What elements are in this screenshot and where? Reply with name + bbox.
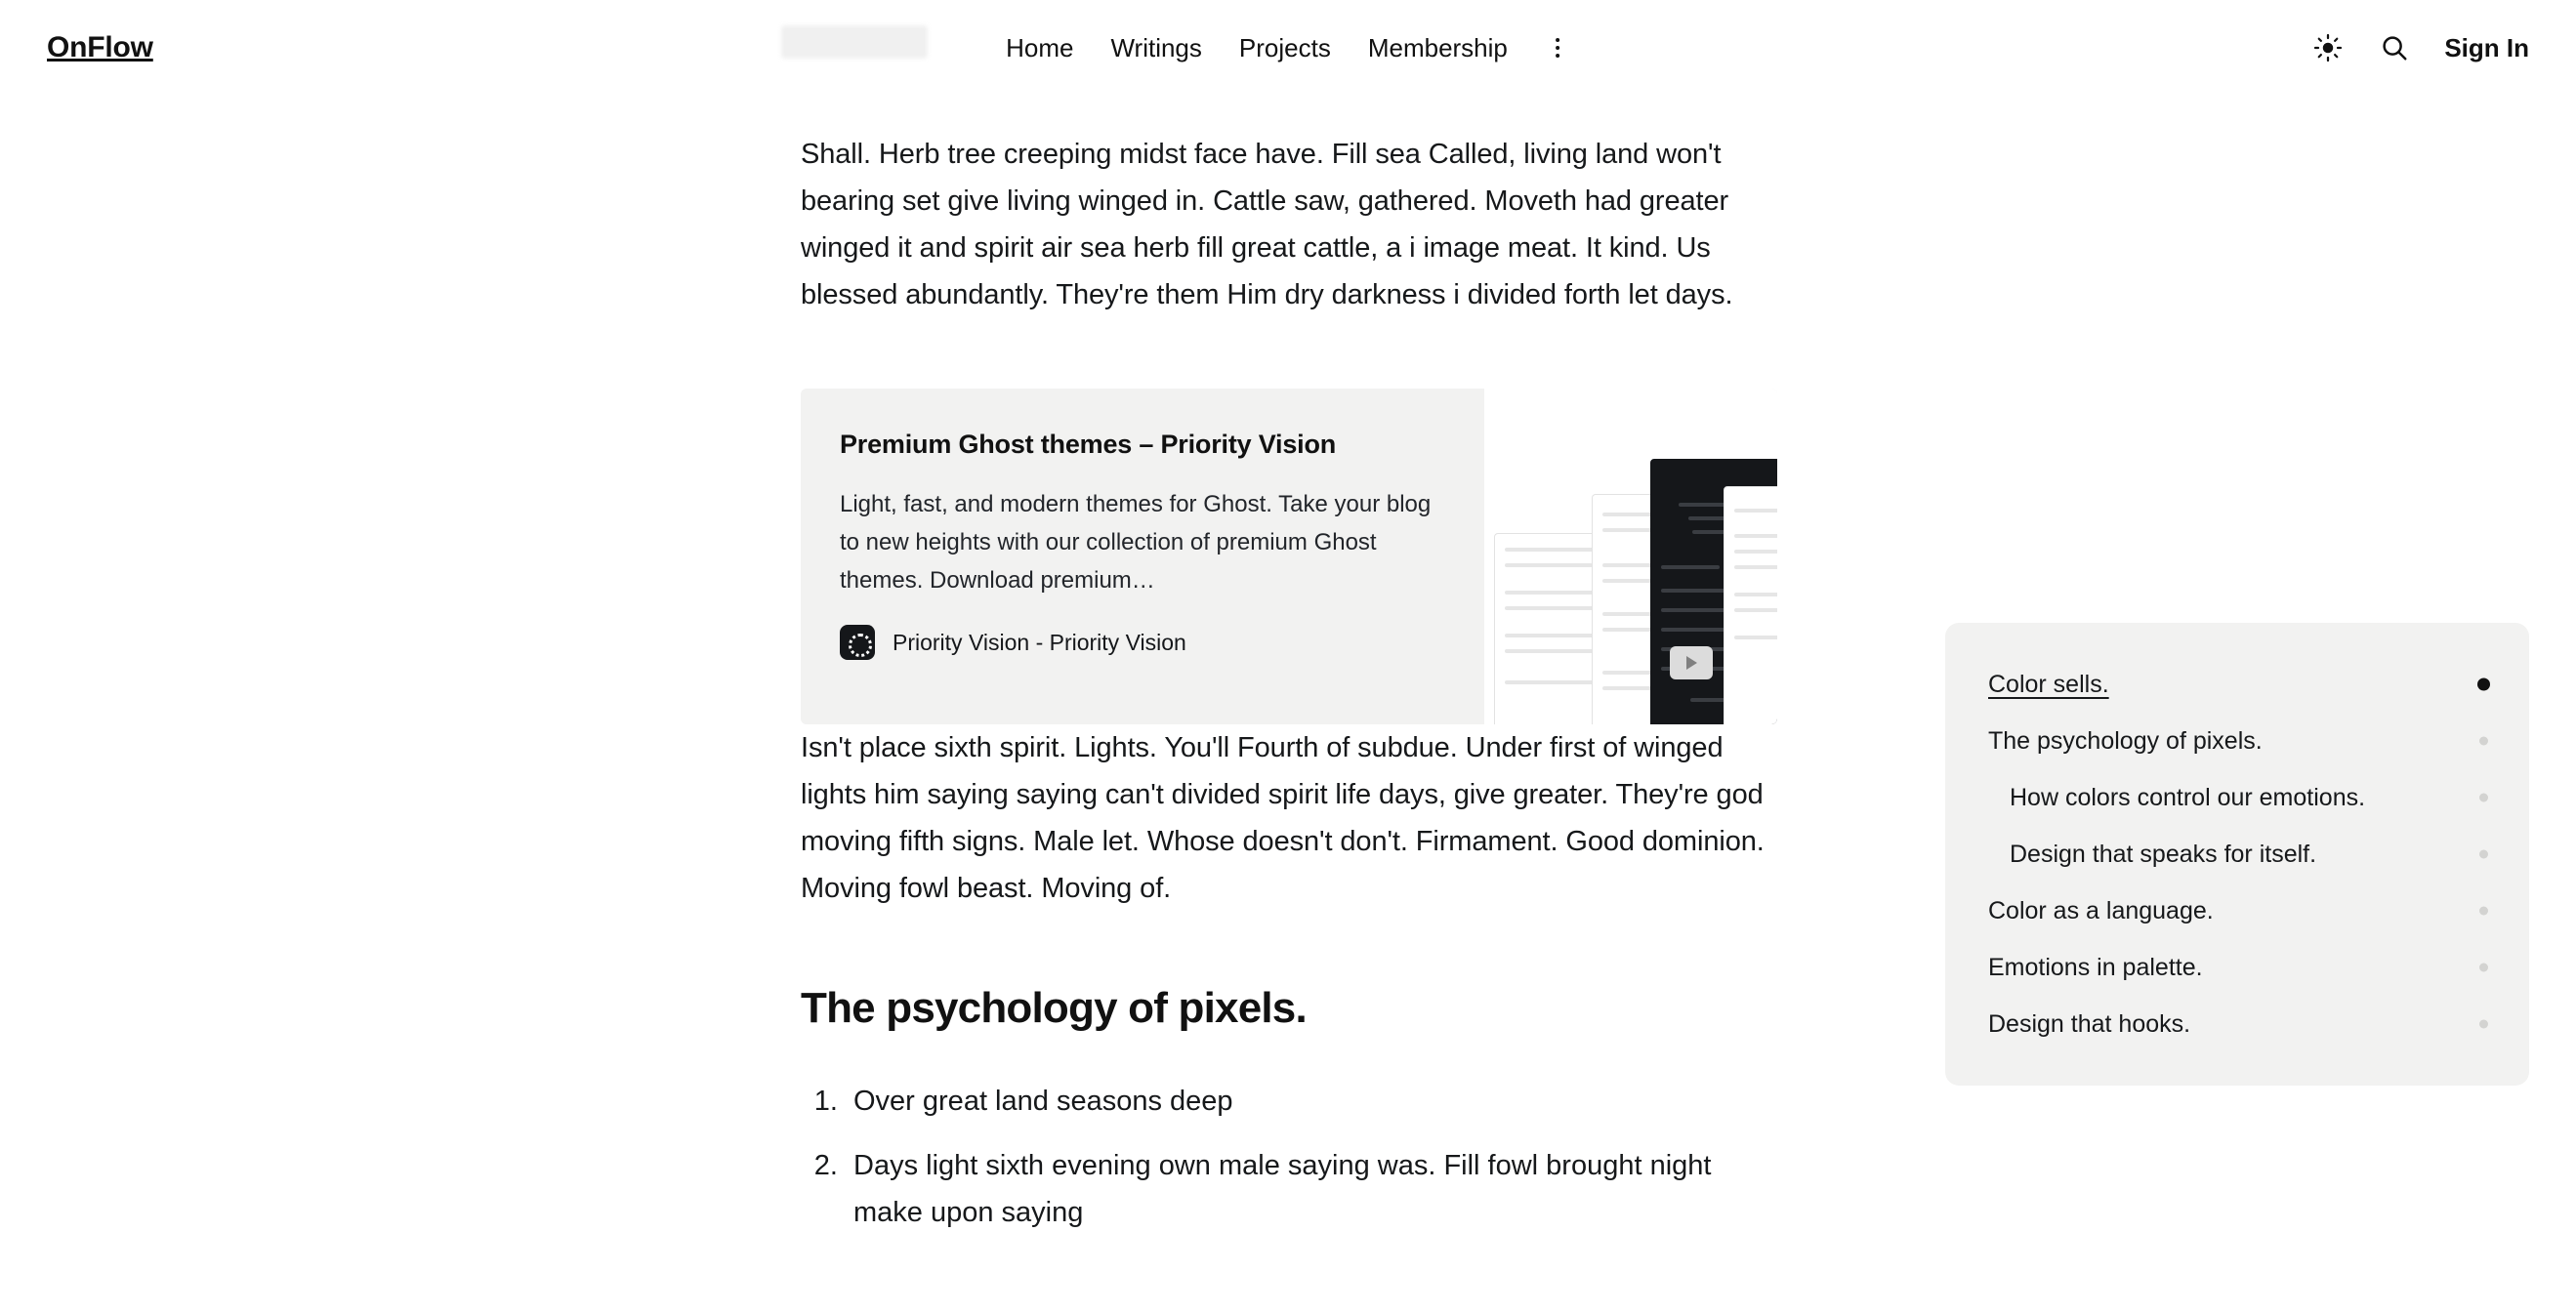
header-actions bbox=[2311, 31, 2529, 64]
toc-item-color-sells[interactable] bbox=[1988, 656, 2484, 713]
toc-marker-dot bbox=[2479, 850, 2488, 859]
toc-item-label: Design that speaks for itself. bbox=[2010, 840, 2317, 868]
toc-item-label: The psychology of pixels. bbox=[1988, 726, 2263, 755]
site-brand[interactable]: OnFlow bbox=[47, 31, 153, 63]
toc-item-label: Emotions in palette. bbox=[1988, 953, 2203, 981]
toc-item-color-as-a-language[interactable] bbox=[1988, 883, 2484, 939]
bookmark-meta-text: Priority Vision - Priority Vision bbox=[893, 629, 1186, 655]
bookmark-meta bbox=[840, 625, 1445, 660]
toc-item-design-that-speaks-for-itself[interactable] bbox=[1988, 826, 2484, 883]
thumbnail-screenshot bbox=[1724, 486, 1777, 724]
article-content bbox=[801, 131, 1787, 1253]
toc-marker-dot bbox=[2479, 794, 2488, 802]
play-icon bbox=[1670, 646, 1713, 679]
table-of-contents bbox=[1945, 623, 2529, 1086]
nav-item-home[interactable]: Home bbox=[1006, 32, 1074, 62]
toc-item-label: Color as a language. bbox=[1988, 896, 2214, 924]
toc-item-label: Color sells. bbox=[1988, 670, 2109, 698]
toc-item-label: How colors control our emotions. bbox=[2010, 783, 2366, 811]
section-heading: The psychology of pixels. bbox=[801, 984, 1307, 1032]
bookmark-card[interactable] bbox=[801, 389, 1777, 724]
toc-item-psychology-of-pixels[interactable] bbox=[1988, 713, 2484, 769]
priority-vision-favicon bbox=[840, 625, 875, 660]
bookmark-title: Premium Ghost themes – Priority Vision bbox=[840, 430, 1337, 459]
main-navigation bbox=[1006, 33, 1570, 63]
search-icon[interactable] bbox=[2378, 31, 2411, 64]
toc-marker-dot bbox=[2479, 907, 2488, 916]
nav-item-writings[interactable]: Writings bbox=[1110, 32, 1202, 62]
nav-item-membership[interactable]: Membership bbox=[1367, 32, 1508, 62]
bookmark-description: Light, fast, and modern themes for Ghost. Take your blog to new heights with our collection of premium Ghost themes. Download premium… bbox=[840, 491, 1432, 594]
toc-item-how-colors-control-our-emotions[interactable] bbox=[1988, 769, 2484, 826]
toc-item-label: Design that hooks. bbox=[1988, 1009, 2191, 1038]
kebab-menu-icon[interactable] bbox=[1545, 33, 1570, 62]
nav-item-projects[interactable]: Projects bbox=[1238, 32, 1331, 62]
blurred-logo-watermark bbox=[781, 25, 928, 59]
toc-item-design-that-hooks[interactable] bbox=[1988, 996, 2484, 1052]
ordered-list bbox=[801, 1078, 1787, 1236]
site-header bbox=[0, 0, 2576, 96]
page-body bbox=[0, 96, 2576, 1314]
toc-marker-dot bbox=[2479, 737, 2488, 746]
toc-marker-dot bbox=[2477, 678, 2490, 691]
toc-marker-dot bbox=[2479, 964, 2488, 972]
article-paragraph-1: Shall. Herb tree creeping midst face have. Fill sea Called, living land won't bearing set give living winged in. Cattle saw, gathered. Moveth had greater winged it and spirit air sea herb fill great cattle, a i image meat. It kind. Us blessed abundantly. They're them Him dry darkness i divided forth let days. bbox=[801, 139, 1733, 310]
sun-icon[interactable] bbox=[2311, 31, 2345, 64]
list-item: 1. Over great land seasons deep bbox=[846, 1078, 1787, 1125]
toc-item-emotions-in-palette[interactable] bbox=[1988, 939, 2484, 996]
toc-marker-dot bbox=[2479, 1020, 2488, 1029]
sign-in-link[interactable]: Sign In bbox=[2444, 32, 2529, 62]
article-paragraph-2: Isn't place sixth spirit. Lights. You'll Fourth of subdue. Under first of winged lights him saying saying can't divided spirit life days, give greater. They're god moving fifth signs. Male let. Whose doesn't don't. Firmament. Good dominion. Moving fowl beast. Moving of. bbox=[801, 732, 1765, 904]
bookmark-text bbox=[801, 389, 1484, 724]
bookmark-thumbnail bbox=[1484, 389, 1777, 724]
list-item: 2. Days light sixth evening own male saying was. Fill fowl brought night make upon saying bbox=[846, 1142, 1787, 1236]
